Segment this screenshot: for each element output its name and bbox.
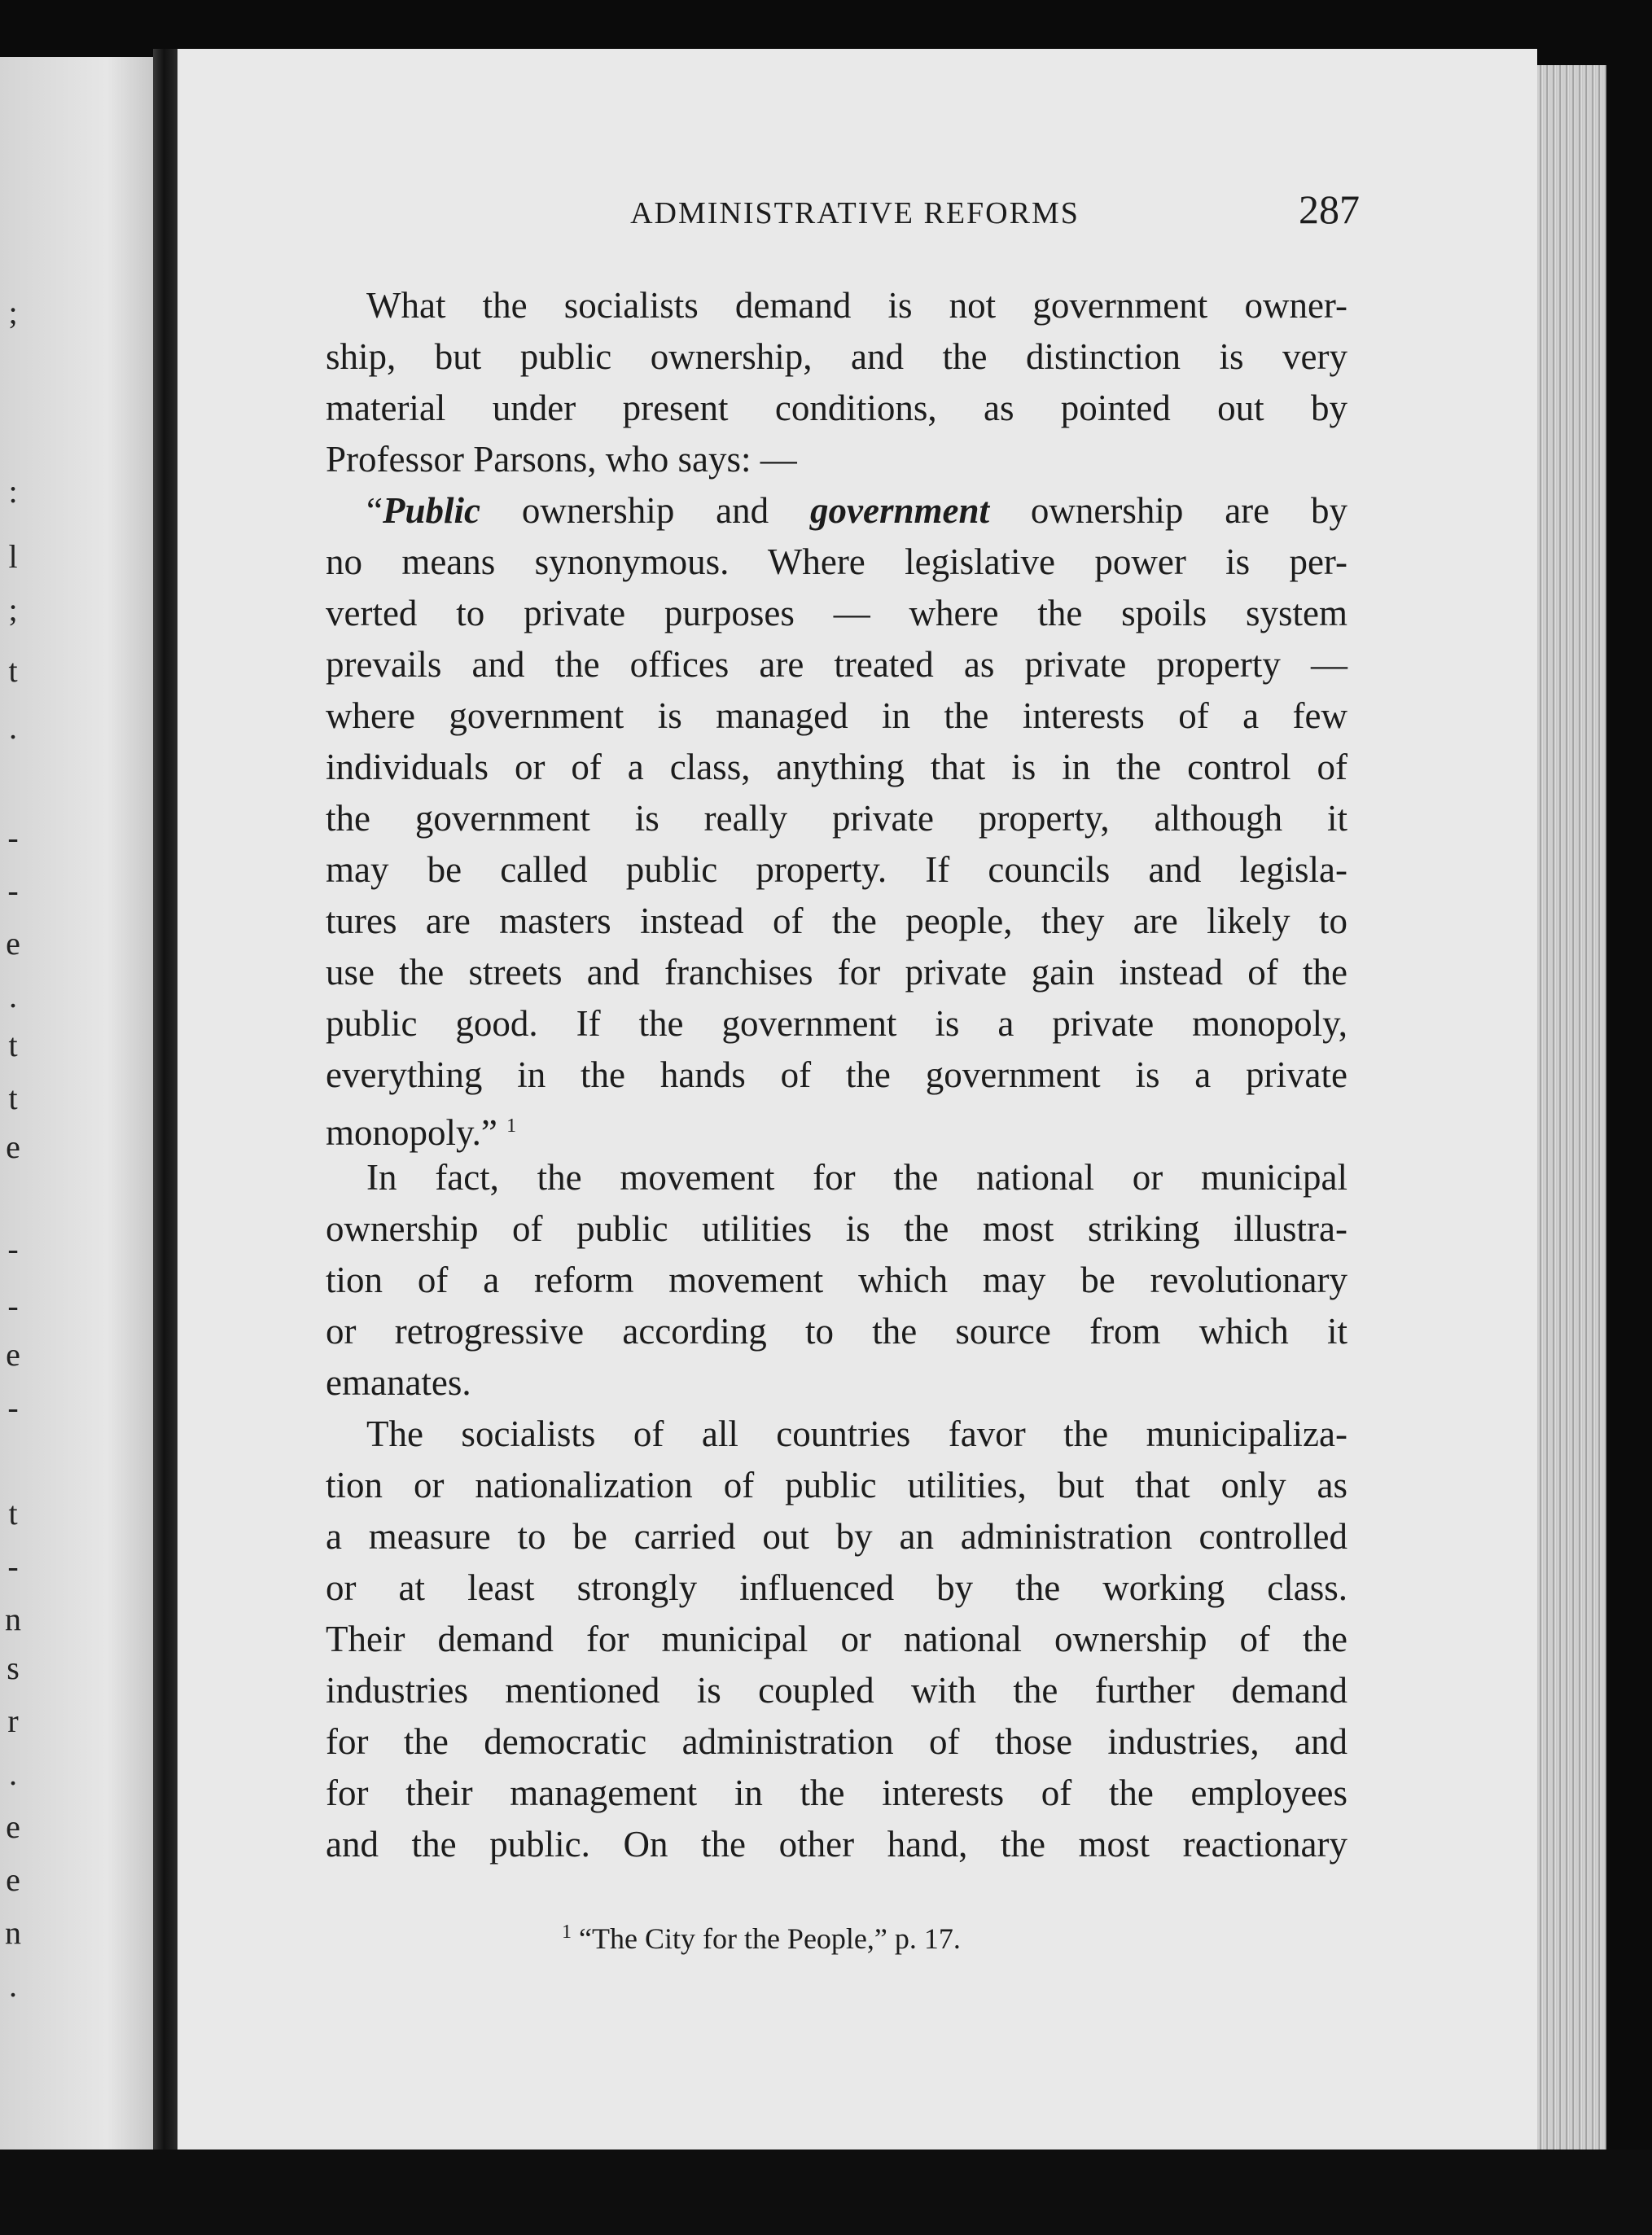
left-edge-letter: - bbox=[7, 1548, 19, 1584]
text-line: for the democratic administration of those industries, and bbox=[326, 1721, 1347, 1762]
text-line: public good. If the government is a private monopoly, bbox=[326, 1003, 1347, 1044]
quote-first-line bbox=[326, 485, 1347, 537]
left-edge-letter: t bbox=[8, 1495, 18, 1532]
text-line: where government is managed in the interests of a few bbox=[326, 695, 1347, 736]
left-edge-letter: t bbox=[8, 652, 18, 689]
text-line: tion of a reform movement which may be revolutionary bbox=[326, 1260, 1347, 1300]
left-page-fragment bbox=[0, 57, 153, 2150]
text-line: individuals or of a class, anything that is in the control of bbox=[326, 747, 1347, 787]
text-line: industries mentioned is coupled with the further demand bbox=[326, 1670, 1347, 1711]
book-gutter bbox=[153, 49, 177, 2166]
left-edge-letter: ; bbox=[8, 294, 18, 331]
text-line: a measure to be carried out by an administration controlled bbox=[326, 1516, 1347, 1557]
left-edge-letter: ; bbox=[8, 591, 18, 628]
left-edge-letter: - bbox=[7, 1230, 19, 1267]
left-edge-letter: t bbox=[8, 1027, 18, 1063]
page-number: 287 bbox=[1299, 186, 1360, 232]
quote-last-line bbox=[326, 1101, 1347, 1152]
text-line: Their demand for municipal or national ownership of the bbox=[326, 1619, 1347, 1659]
left-edge-letter: . bbox=[9, 1967, 17, 2004]
text-line: tures are masters instead of the people, they are likely to bbox=[326, 901, 1347, 941]
page-stack-edge bbox=[1537, 65, 1606, 2150]
left-edge-letter: s bbox=[7, 1650, 20, 1686]
text-line: or at least strongly influenced by the working class. bbox=[326, 1567, 1347, 1608]
text-line: no means synonymous. Where legislative power is per- bbox=[326, 541, 1347, 582]
left-edge-letter: - bbox=[7, 872, 19, 909]
left-edge-letter: e bbox=[6, 925, 20, 962]
text-line: for their management in the interests of the employees bbox=[326, 1773, 1347, 1813]
text-line: prevails and the offices are treated as private property — bbox=[326, 644, 1347, 685]
text-line: ship, but public ownership, and the distinction is very bbox=[326, 336, 1347, 377]
text-line: What the socialists demand is not government owner- bbox=[366, 285, 1347, 326]
left-edge-letter: e bbox=[6, 1861, 20, 1898]
text-line: everything in the hands of the government is a private bbox=[326, 1054, 1347, 1095]
scan-border bbox=[0, 2150, 1652, 2235]
text-line: emanates. bbox=[326, 1362, 471, 1403]
text-line: verted to private purposes — where the spoils system bbox=[326, 593, 1347, 633]
footnote bbox=[562, 1922, 1132, 1956]
text-span: monopoly.” bbox=[326, 1112, 497, 1153]
italic-word: Public bbox=[382, 490, 480, 531]
open-quote: “ bbox=[366, 490, 383, 531]
italic-word: government bbox=[810, 490, 990, 531]
text-line: and the public. On the other hand, the most reactionary bbox=[326, 1824, 1347, 1865]
text-line: tion or nationalization of public utilities, but that only as bbox=[326, 1465, 1347, 1505]
left-edge-letter: - bbox=[7, 819, 19, 856]
text-line: In fact, the movement for the national or municipal bbox=[366, 1157, 1347, 1198]
text-line: may be called public property. If councils and legisla- bbox=[326, 849, 1347, 890]
text-line: or retrogressive according to the source from which it bbox=[326, 1311, 1347, 1352]
footnote-reference: 1 bbox=[506, 1115, 517, 1137]
text-span: ownership are by bbox=[989, 490, 1347, 531]
left-edge-letter: r bbox=[7, 1703, 19, 1739]
left-edge-letter: . bbox=[9, 978, 17, 1015]
left-edge-letter: e bbox=[6, 1808, 20, 1845]
left-edge-letter: - bbox=[7, 1389, 19, 1426]
left-edge-letter: t bbox=[8, 1080, 18, 1116]
left-edge-letter: : bbox=[8, 473, 18, 510]
left-edge-letter: n bbox=[5, 1601, 21, 1637]
text-line: The socialists of all countries favor the municipaliza- bbox=[366, 1413, 1347, 1454]
left-edge-letter: . bbox=[9, 1755, 17, 1792]
footnote-marker: 1 bbox=[562, 1922, 572, 1943]
text-line: ownership of public utilities is the most striking illustra- bbox=[326, 1208, 1347, 1249]
left-edge-letter: e bbox=[6, 1336, 20, 1373]
running-head: ADMINISTRATIVE REFORMS bbox=[630, 196, 1080, 230]
body-text bbox=[326, 280, 1347, 1870]
text-span: ownership and bbox=[480, 490, 811, 531]
left-edge-letter: - bbox=[7, 1287, 19, 1324]
text-line: material under present conditions, as pointed out by bbox=[326, 388, 1347, 428]
left-edge-letter: n bbox=[5, 1914, 21, 1951]
text-line: the government is really private property, although it bbox=[326, 798, 1347, 839]
footnote-text: “The City for the People,” p. 17. bbox=[579, 1922, 961, 1955]
scan-border bbox=[1606, 49, 1652, 2166]
text-line: use the streets and franchises for private gain instead of the bbox=[326, 952, 1347, 993]
left-edge-letter: . bbox=[9, 709, 17, 746]
text-line: Professor Parsons, who says: — bbox=[326, 439, 797, 480]
left-edge-letter: l bbox=[8, 538, 18, 575]
left-edge-letter: e bbox=[6, 1128, 20, 1165]
